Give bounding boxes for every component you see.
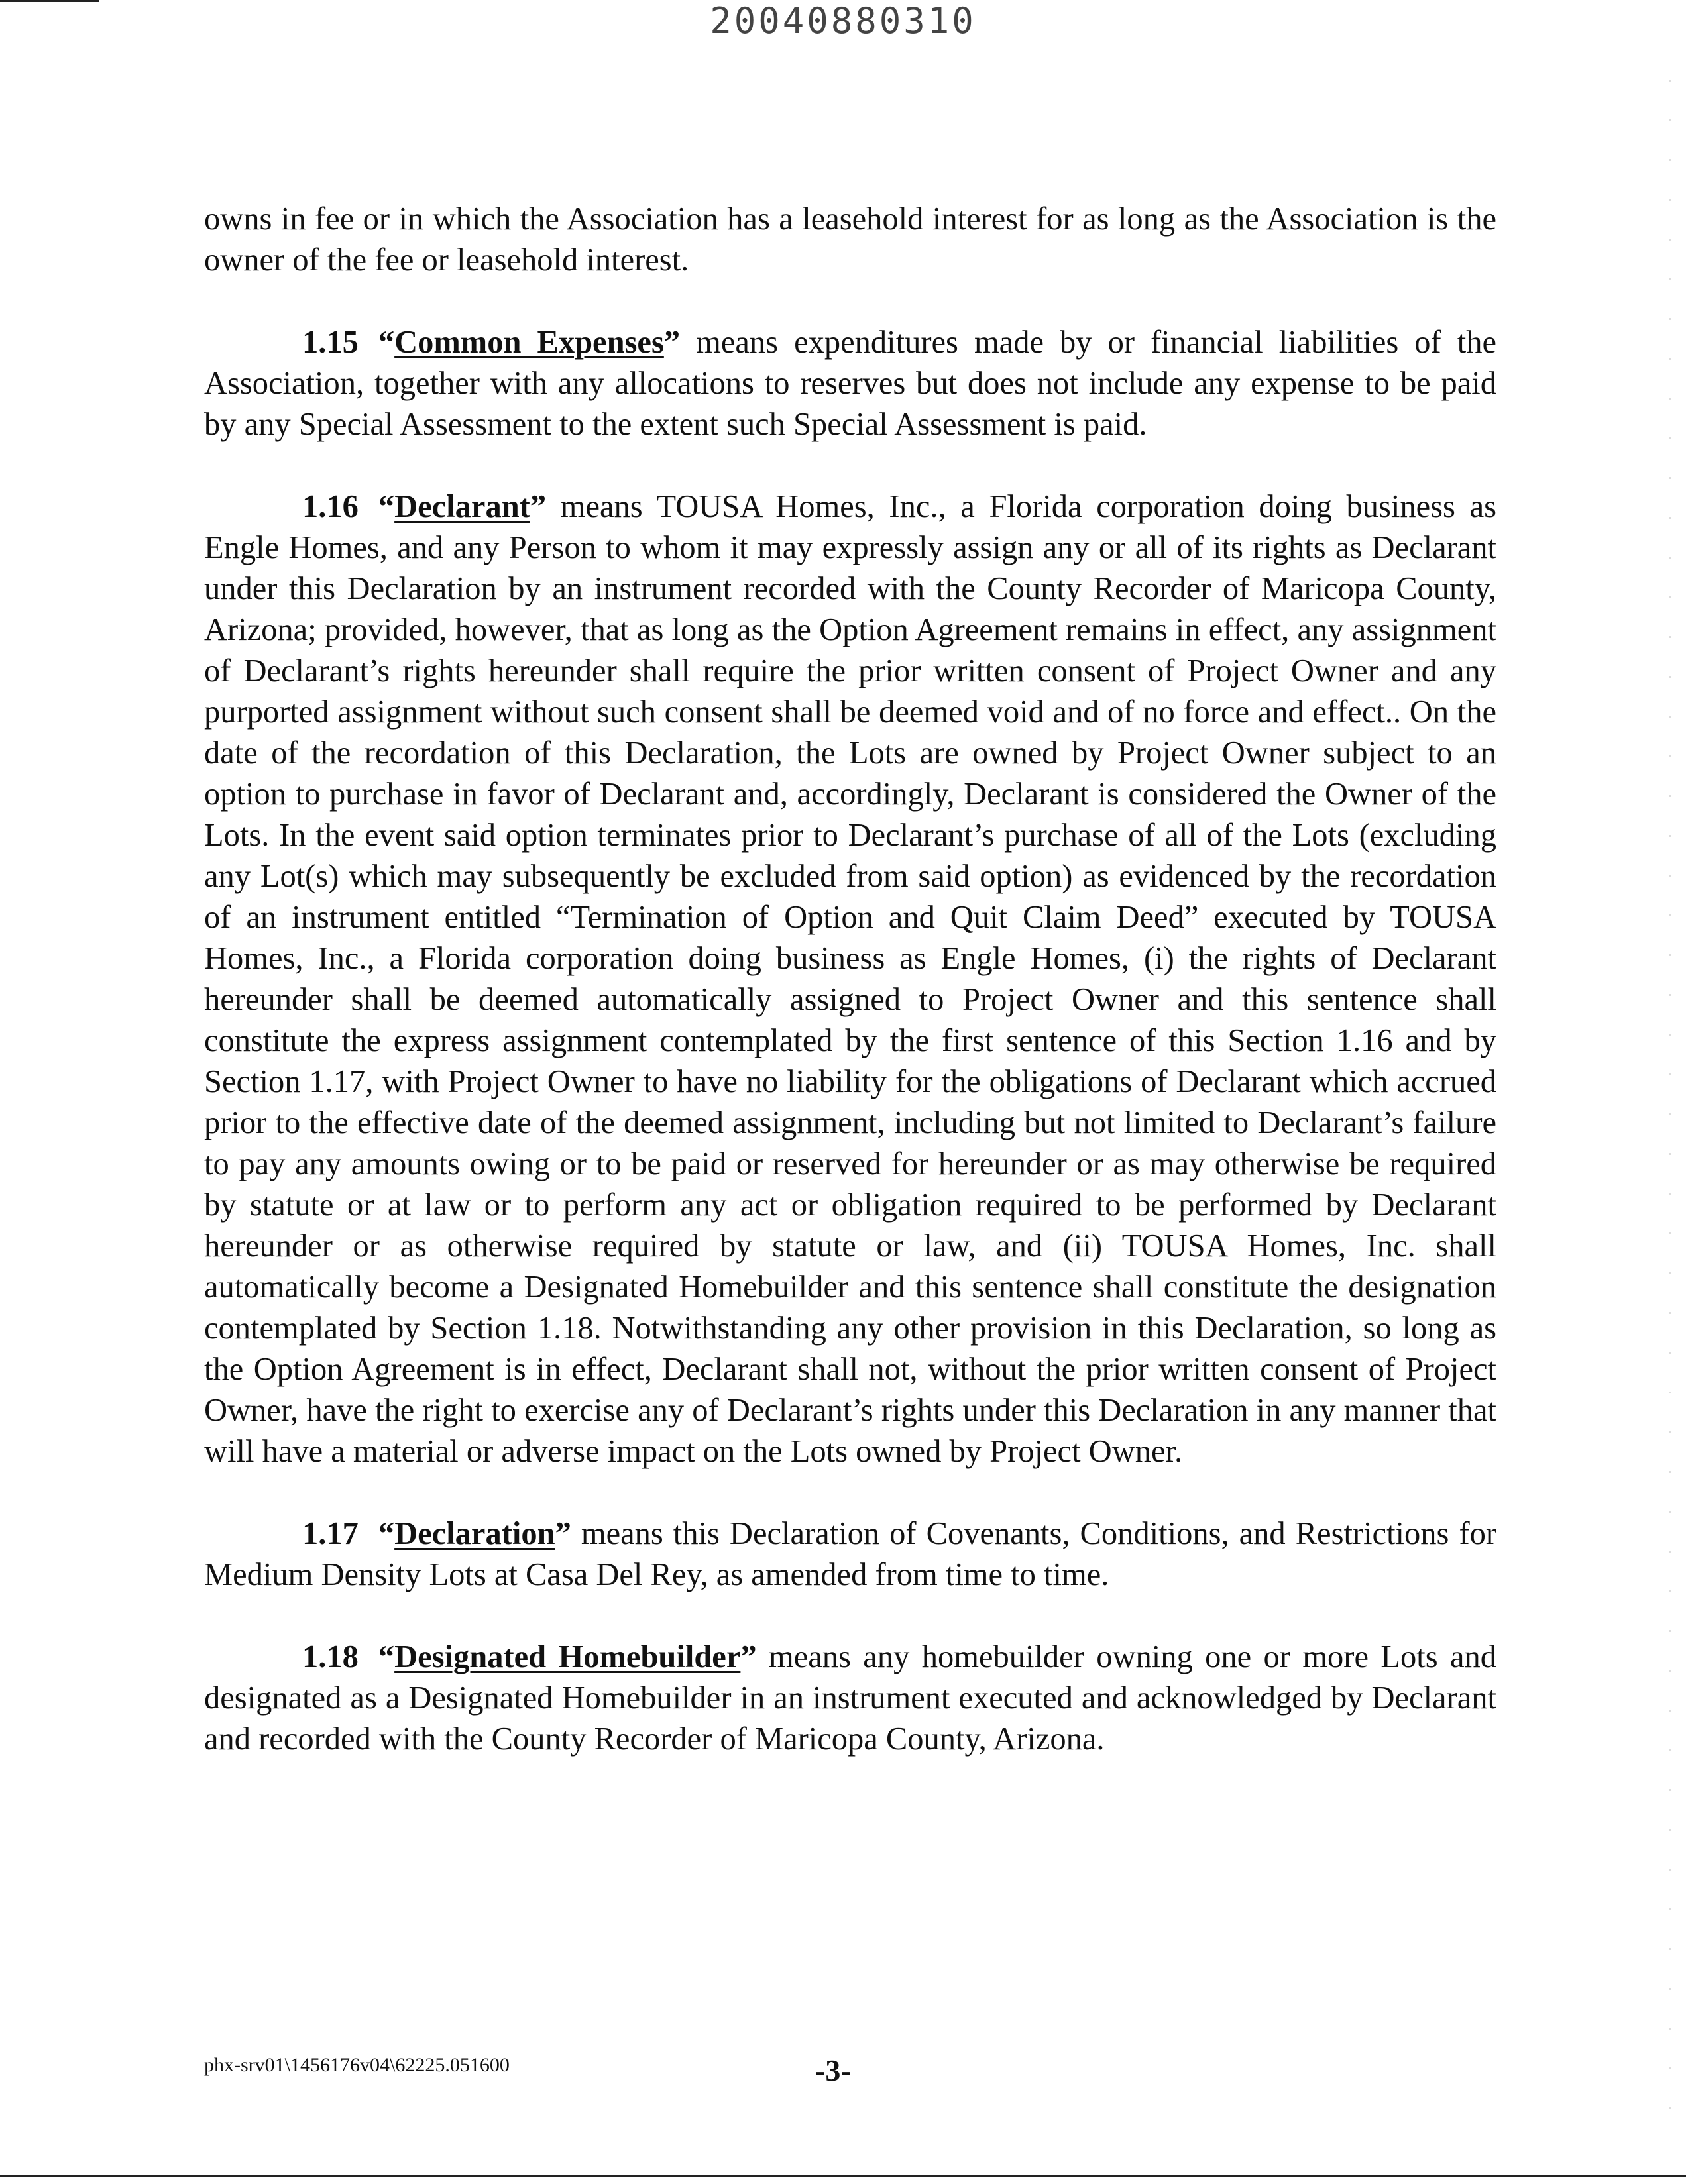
defined-term: “Declarant” bbox=[378, 489, 547, 524]
bottom-border-line bbox=[0, 2175, 1686, 2177]
section-text: means this Declaration of Covenants, Conditions, and Restrictions for Medium Density Lots at Casa Del Rey, as amended from time to time. bbox=[204, 1516, 1496, 1592]
section-1-17 bbox=[204, 1513, 1496, 1596]
section-1-15 bbox=[204, 322, 1496, 445]
section-number: 1.15 bbox=[302, 325, 359, 360]
section-text: means expenditures made by or financial liabilities of the Association, together with any allocations to reserves but does not include any expense to be paid by any Special Assessment to the extent such Special Assessment is paid. bbox=[204, 325, 1496, 442]
section-number: 1.18 bbox=[302, 1639, 359, 1674]
section-1-18 bbox=[204, 1637, 1496, 1760]
section-text: means TOUSA Homes, Inc., a Florida corporation doing business as Engle Homes, and any Person to whom it may expressly assign any or all of its rights as Declarant under this Declaration by an instrument recorded with the County Recorder of Maricopa County, Arizona; provided, however, that as long as the Option Agreement remains in effect, any assignment of Declarant’s rights hereunder shall require the prior written consent of Project Owner and any purported assignment without such consent shall be deemed void and of no force and effect.. On the date of the recordation of this Declaration, the Lots are owned by Project Owner subject to an option to purchase in favor of Declarant and, accordingly, Declarant is considered the Owner of the Lots. In the event said option terminates prior to Declarant’s purchase of all of the Lots (excluding any Lot(s) which may subsequently be excluded from said option) as evidenced by the recordation of an instrument entitled “Termination of Option and Quit Claim Deed” executed by TOUSA Homes, Inc., a Florida corporation doing business as Engle Homes, (i) the rights of Declarant hereunder shall be deemed automatically assigned to Project Owner and this sentence shall constitute the express assignment contemplated by the first sentence of this Section 1.16 and by Section 1.17, with Project Owner to have no liability for the obligations of Declarant which accrued prior to the effective date of the deemed assignment, including but not limited to Declarant’s failure to pay any amounts owing or to be paid or reserved for hereunder or as may otherwise be required by statute or at law or to perform any act or obligation required to be performed by Declarant hereunder or as otherwise required by statute or law, and (ii) TOUSA Homes, Inc. shall automatically become a Designated Homebuilder and this sentence shall constitute the designation contemplated by Section 1.18. Notwithstanding any other provision in this Declaration, so long as the Option Agreement is in effect, Declarant shall not, without the prior written consent of Project Owner, have the right to exercise any of Declarant’s rights under this Declaration in any manner that will have a material or adverse impact on the Lots owned by Project Owner. bbox=[204, 489, 1496, 1469]
section-text: means any homebuilder owning one or more Lots and designated as a Designated Homebuilder in an instrument executed and acknowledged by Declarant and recorded with the County Recorder of Maricopa County, Arizona. bbox=[204, 1639, 1497, 1757]
section-number: 1.17 bbox=[302, 1516, 359, 1551]
section-1-16 bbox=[204, 486, 1496, 1472]
document-id: phx-srv01\1456176v04\62225.051600 bbox=[204, 2054, 510, 2076]
page-number: -3- bbox=[815, 2053, 851, 2087]
defined-term: “Declaration” bbox=[378, 1516, 571, 1551]
intro-paragraph: owns in fee or in which the Association has a leasehold interest for as long as the Association is the owner of the fee or leasehold interest. bbox=[204, 201, 1496, 278]
defined-term: “Designated Homebuilder” bbox=[378, 1639, 757, 1674]
defined-term: “Common Expenses” bbox=[378, 325, 681, 360]
section-number: 1.16 bbox=[302, 489, 359, 524]
document-body bbox=[204, 199, 1496, 1801]
scan-artifact-edge bbox=[1669, 80, 1671, 2134]
recording-number: 20040880310 bbox=[710, 0, 976, 42]
